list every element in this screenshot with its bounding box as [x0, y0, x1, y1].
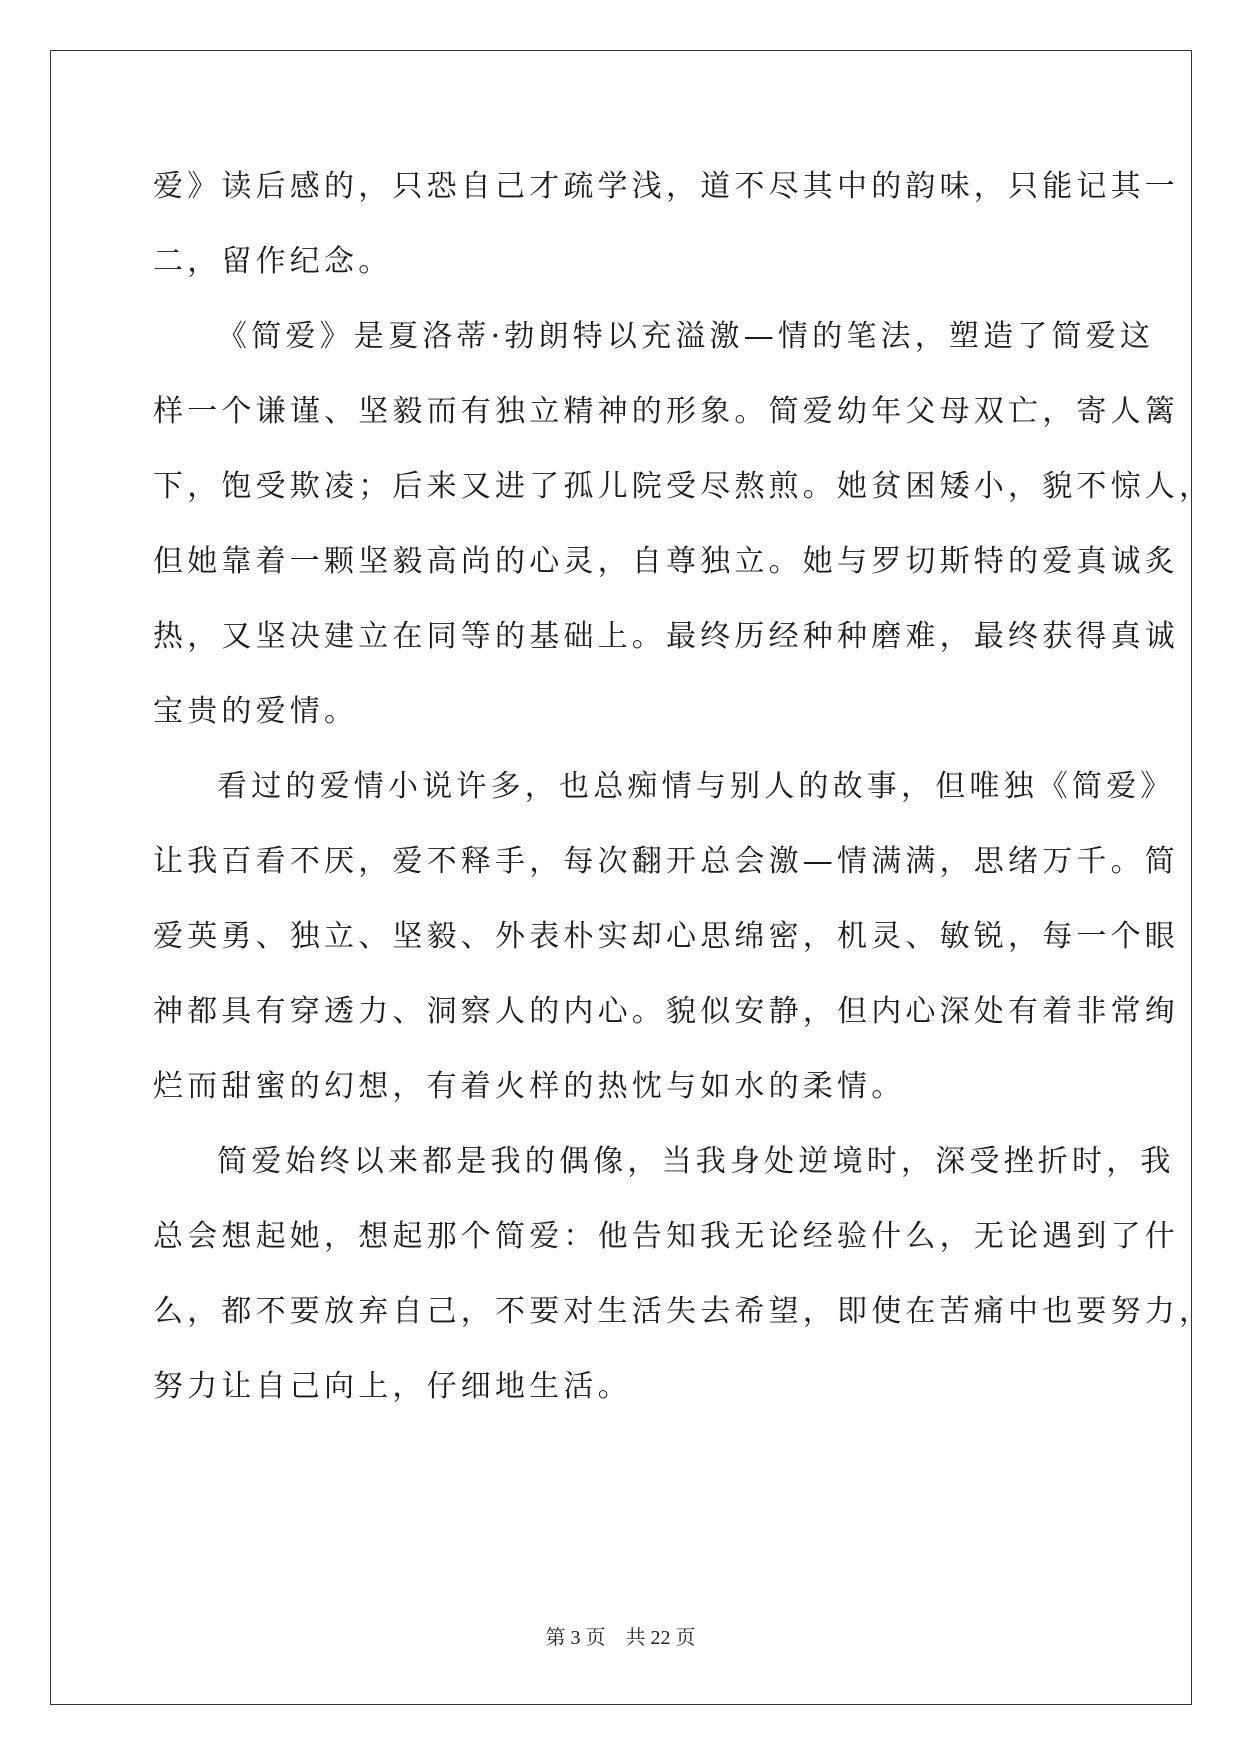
current-page-number: 第 3 页 — [545, 1627, 606, 1649]
page-footer — [0, 1621, 1241, 1650]
document-body — [153, 160, 1214, 1435]
text-line: 总会想起她，想起那个简爱：他告知我无论经验什么，无论遇到了什 — [153, 1219, 1179, 1254]
text-line: 下，饱受欺凌；后来又进了孤儿院受尽熬煎。她贫困矮小，貌不惊人， — [153, 469, 1214, 504]
text-line: 爱》读后感的，只恐自己才疏学浅，道不尽其中的韵味，只能记其一 — [153, 169, 1179, 204]
paragraph-start-line: 看过的爱情小说许多，也总痴情与别人的故事，但唯独《简爱》 — [217, 769, 1175, 804]
text-line: 热，又坚决建立在同等的基础上。最终历经种种磨难，最终获得真诚 — [153, 619, 1179, 654]
paragraph-start-line: 简爱始终以来都是我的偶像，当我身处逆境时，深受挫折时，我 — [217, 1144, 1175, 1179]
text-line: 二，留作纪念。 — [153, 244, 393, 279]
text-line: 但她靠着一颗坚毅高尚的心灵，自尊独立。她与罗切斯特的爱真诚炙 — [153, 544, 1179, 579]
text-line: 么，都不要放弃自己，不要对生活失去希望，即使在苦痛中也要努力， — [153, 1294, 1214, 1329]
text-line: 让我百看不厌，爱不释手，每次翻开总会激—情满满，思绪万千。简 — [153, 844, 1179, 879]
total-page-count: 共 22 页 — [625, 1627, 696, 1649]
text-line: 宝贵的爱情。 — [153, 694, 359, 729]
text-line: 样一个谦谨、坚毅而有独立精神的形象。简爱幼年父母双亡，寄人篱 — [153, 394, 1179, 429]
text-line: 爱英勇、独立、坚毅、外表朴实却心思绵密，机灵、敏锐，每一个眼 — [153, 919, 1179, 954]
text-line: 烂而甜蜜的幻想，有着火样的热忱与如水的柔情。 — [153, 1069, 906, 1104]
text-line: 神都具有穿透力、洞察人的内心。貌似安静，但内心深处有着非常绚 — [153, 994, 1179, 1029]
paragraph-start-line: 《简爱》是夏洛蒂·勃朗特以充溢激—情的笔法，塑造了简爱这 — [217, 319, 1155, 354]
text-line: 努力让自己向上，仔细地生活。 — [153, 1369, 632, 1404]
